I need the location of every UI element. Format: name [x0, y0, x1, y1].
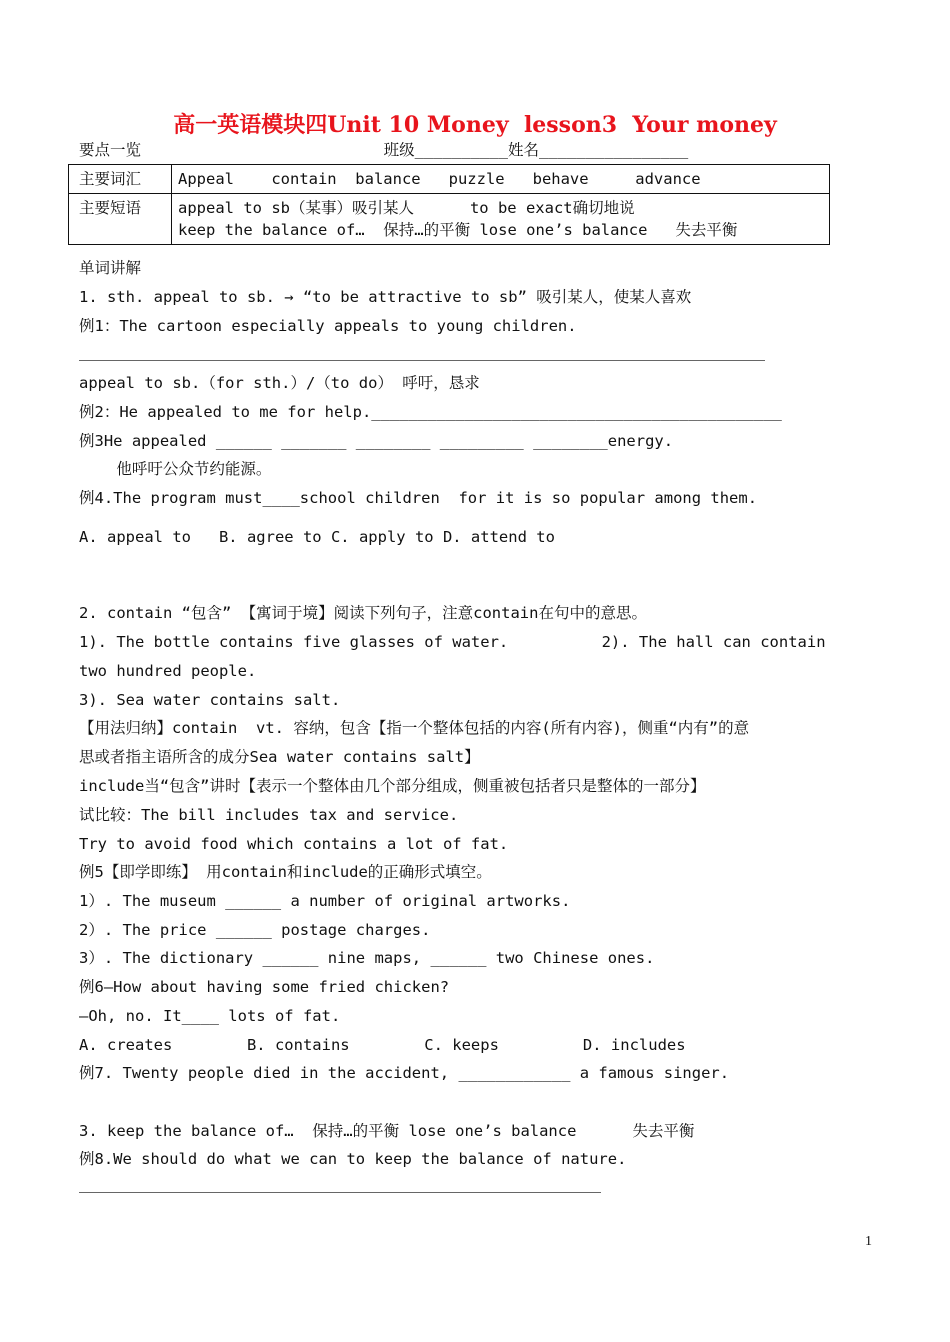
text-line: 试比较：The bill includes tax and service. — [79, 806, 459, 824]
text-line: A. appeal to B. agree to C. apply to D. attend to — [79, 528, 555, 546]
text-line: 例1：The cartoon especially appeals to young children. — [79, 317, 577, 335]
text-line: 1). The bottle contains five glasses of water. 2). The hall can contain — [79, 633, 826, 651]
text-line: include当“包含”讲时【表示一个整体由几个部分组成，侧重被包括者只是整体的一部分】 — [79, 777, 706, 795]
text-line: appeal to sb.（for sth.）/（to do） 呼吁，恳求 — [79, 374, 480, 392]
phrase-line: appeal to sb（某事）吸引某人 to be exact确切地说 — [178, 199, 635, 217]
phrase-line: keep the balance of… 保持…的平衡 lose one’s balance 失去平衡 — [178, 221, 738, 239]
row-body-phrases — [172, 194, 830, 245]
row-body-vocab: Appeal contain balance puzzle behave advance — [172, 165, 830, 194]
document-title: 高一英语模块四Unit 10 Money lesson3 Your money — [173, 112, 777, 138]
text-line: 思或者指主语所含的成分Sea water contains salt】 — [79, 748, 480, 766]
text-line: 例7. Twenty people died in the accident, ____________ a famous singer. — [79, 1064, 730, 1082]
header-line: 要点一览 班级__________姓名________________ — [79, 141, 689, 159]
page-number: 1 — [865, 1234, 872, 1249]
text-line: 【用法归纳】contain vt. 容纳，包含【指一个整体包括的内容(所有内容)，侧重“内有”的意 — [79, 719, 750, 737]
text-line: A. creates B. contains C. keeps D. includes — [79, 1036, 686, 1054]
text-line: 例6—How about having some fried chicken? — [79, 978, 450, 996]
key-points-table — [68, 164, 830, 245]
row-head-vocab: 主要词汇 — [69, 165, 172, 194]
text-line: 例5【即学即练】 用contain和include的正确形式填空。 — [79, 863, 492, 881]
table-row — [69, 194, 830, 245]
section-heading: 单词讲解 — [79, 259, 142, 277]
text-line: —Oh, no. It____ lots of fat. — [79, 1007, 341, 1025]
text-line: 2）. The price ______ postage charges. — [79, 921, 431, 939]
text-line: two hundred people. — [79, 662, 257, 680]
text-line: 例2：He appealed to me for help.____________________________________________ — [79, 403, 782, 421]
text-line: 例8.We should do what we can to keep the balance of nature. — [79, 1150, 627, 1168]
text-line: 他呼吁公众节约能源。 — [79, 460, 272, 478]
row-head-phrases: 主要短语 — [69, 194, 172, 245]
answer-rule — [79, 1192, 601, 1193]
text-line: 例3He appealed ______ _______ ________ _________ ________energy. — [79, 432, 674, 450]
text-line: 3. keep the balance of… 保持…的平衡 lose one’s balance 失去平衡 — [79, 1122, 695, 1140]
text-line: 1）. The museum ______ a number of original artworks. — [79, 892, 571, 910]
text-line: 例4.The program must____school children for it is so popular among them. — [79, 489, 758, 507]
text-line: Try to avoid food which contains a lot of fat. — [79, 835, 509, 853]
text-line: 3）. The dictionary ______ nine maps, ______ two Chinese ones. — [79, 949, 655, 967]
table-row — [69, 165, 830, 194]
answer-rule — [79, 360, 765, 361]
text-line: 2. contain “包含” 【寓词于境】阅读下列句子，注意contain在句中的意思。 — [79, 604, 647, 622]
text-line: 3). Sea water contains salt. — [79, 691, 341, 709]
text-line: 1. sth. appeal to sb. → “to be attractive to sb” 吸引某人，使某人喜欢 — [79, 288, 692, 306]
